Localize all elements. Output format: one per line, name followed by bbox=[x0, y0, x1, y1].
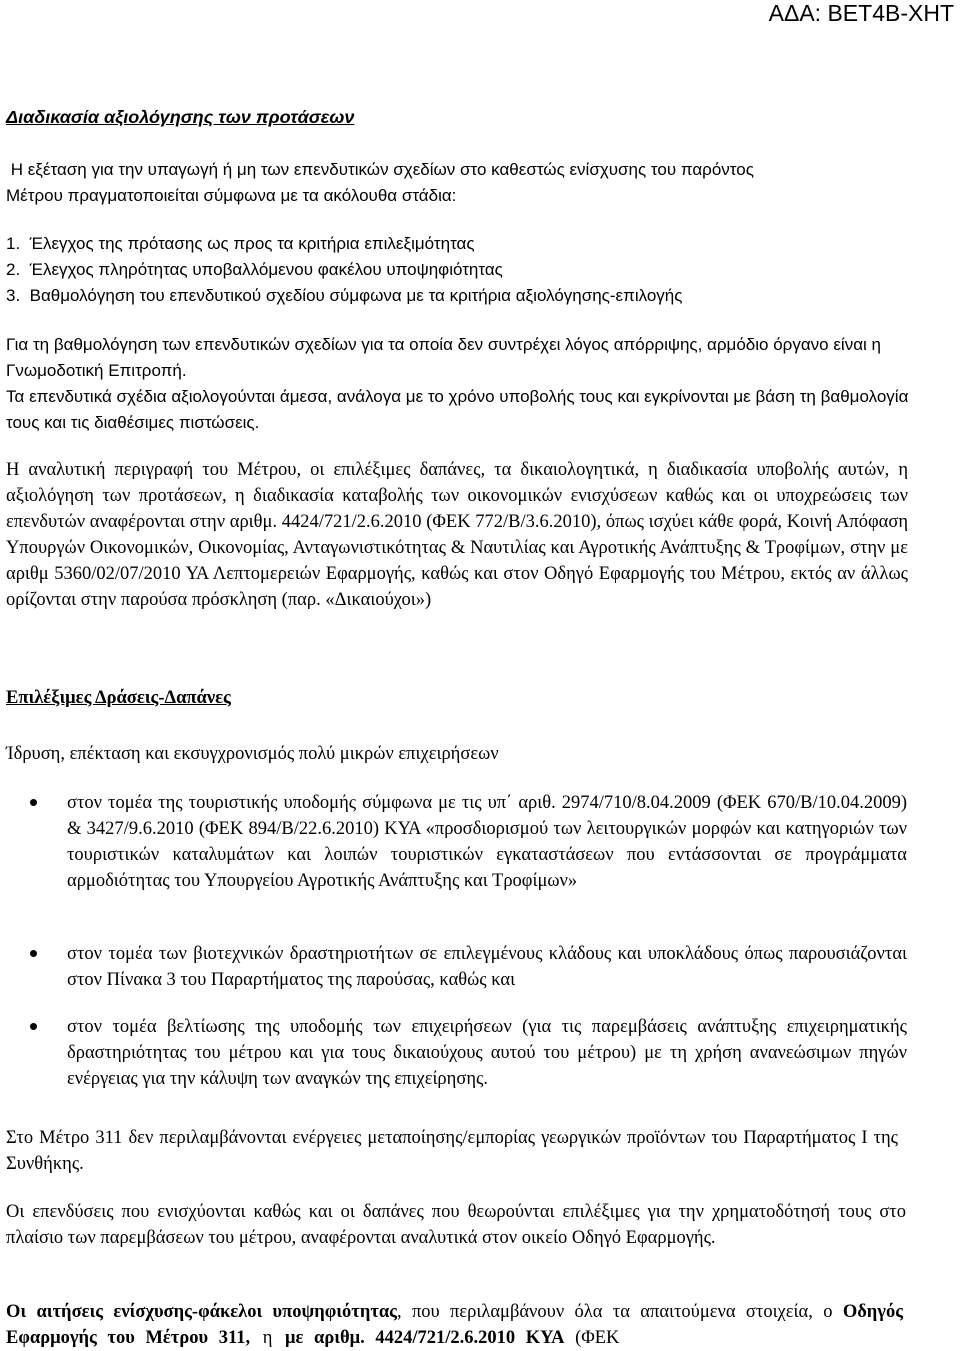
applications-bold-1: Οι αιτήσεις ενίσχυσης-φάκελοι υποψηφιότητας bbox=[6, 1302, 397, 1322]
stage-item: 3. Βαθμολόγηση του επενδυτικού σχεδίου σύμφωνα με τα κριτήρια αξιολόγησης-επιλογής bbox=[6, 286, 683, 305]
list-item-text: στον τομέα της τουριστικής υποδομής σύμφωνα με τις υπ΄ αριθ. 2974/710/8.04.2009 (ΦΕΚ 670/Β/10.04.2009) & 3427/9.6.2010 (ΦΕΚ 894/Β/22.6.2010) ΚΥΑ «προσδιορισμού των λειτουργικών μορφών και κατηγοριών των τουριστικών καταλυμάτων και λοιπών τουριστικών εγκαταστάσεων που εντάσσονται σε προγράμματα αρμοδιότητας του Υπουργείου Αγροτικής Ανάπτυξης και Τροφίμων» bbox=[67, 793, 907, 891]
measure-311-paragraph: Στο Μέτρο 311 δεν περιλαμβάνονται ενέργειες μεταποίησης/εμπορίας γεωργικών προϊόντων του Παραρτήματος Ι της Συνθήκης. bbox=[6, 1128, 898, 1174]
applications-bold-3: με αριθμ. 4424/721/2.6.2010 ΚΥΑ bbox=[285, 1328, 565, 1348]
evaluation-paragraph: Τα επενδυτικά σχέδια αξιολογούνται άμεσα, ανάλογα με το χρόνο υποβολής τους και εγκρίνονται με βάση τη βαθμολογία τους και τις διαθέσιμες πιστώσεις. bbox=[6, 387, 909, 432]
applications-text-2: ο bbox=[823, 1302, 843, 1322]
bullet-icon bbox=[30, 799, 37, 806]
eligible-actions-heading-text: Επιλέξιμες Δράσεις-Δαπάνες bbox=[6, 688, 231, 708]
bullet-icon bbox=[30, 950, 37, 957]
evaluation-heading-text: Διαδικασία αξιολόγησης των προτάσεων bbox=[6, 107, 355, 127]
ada-code: ΑΔΑ: ΒΕΤ4Β-ΧΗΤ bbox=[768, 0, 954, 26]
eligible-actions-heading bbox=[6, 685, 906, 711]
list-item-text: στον τομέα βελτίωσης της υποδομής των επιχειρήσεων (για τις παρεμβάσεις ανάπτυξης επιχειρηματικής δραστηριότητας του μέτρου και για τους δικαιούχους αυτού του μέτρου) με τη χρήση ανανεώσιμων πηγών ενέργειας για την κάλυψη των αναγκών της επιχείρησης. bbox=[67, 1017, 907, 1089]
stages-list bbox=[6, 231, 906, 309]
committee-paragraph: Για τη βαθμολόγηση των επενδυτικών σχεδίων για τα οποία δεν συντρέχει λόγος απόρριψης, αρμόδιο όργανο είναι η Γνωμοδοτική Επιτροπή. bbox=[6, 335, 881, 380]
applications-text-4: (ΦΕΚ bbox=[564, 1328, 620, 1348]
evaluation-heading bbox=[6, 104, 906, 130]
list-item bbox=[6, 790, 906, 894]
applications-text-3: η bbox=[250, 1328, 286, 1348]
applications-bold-2: Οδηγός Εφαρμογής του Μέτρου 311, bbox=[6, 1302, 904, 1348]
list-item bbox=[6, 941, 906, 993]
intro-line-1: Η εξέταση για την υπαγωγή ή μη των επενδυτικών σχεδίων στο καθεστώς ενίσχυσης του παρόντος bbox=[6, 160, 754, 179]
stage-item: 2. Έλεγχος πληρότητας υποβαλλόμενου φακέλου υποψηφιότητας bbox=[6, 260, 503, 279]
bullet-icon bbox=[30, 1023, 37, 1030]
measure-description: Η αναλυτική περιγραφή του Μέτρου, οι επιλέξιμες δαπάνες, τα δικαιολογητικά, η διαδικασία υποβολής αυτών, η αξιολόγηση των προτάσεων, η διαδικασία καταβολής των οικονομικών ενισχύσεων καθώς και οι υποχρεώσεις των επενδυτών αναφέρονται στην αριθμ. 4424/721/2.6.2010 (ΦΕΚ 772/Β/3.6.2010), όπως ισχύει κάθε φορά, Κοινή Απόφαση Υπουργών Οικονομικών, Οικονομίας, Ανταγωνιστικότητας & Ναυτιλίας και Αγροτικής Ανάπτυξης & Τροφίμων, στην με αριθμ 5360/02/07/2010 ΥΑ Λεπτομερειών Εφαρμογής, καθώς και στον Οδηγό Εφαρμογής του Μέτρου, εκτός αν άλλως ορίζονται στην παρούσα πρόσκληση (παρ. «Δικαιούχοι») bbox=[6, 460, 908, 610]
investments-paragraph: Οι επενδύσεις που ενισχύονται καθώς και οι δαπάνες που θεωρούνται επιλέξιμες για την χρηματοδότησή τους στο πλαίσιο των παρεμβάσεων του μέτρου, αναφέρονται αναλυτικά στον οικείο Οδηγό Εφαρμογής. bbox=[6, 1202, 906, 1248]
intro-paragraph bbox=[6, 157, 906, 209]
intro-line-2: Μέτρου πραγματοποιείται σύμφωνα με τα ακόλουθα στάδια: bbox=[6, 186, 457, 205]
applications-paragraph bbox=[6, 1299, 903, 1351]
applications-text-1: , που περιλαμβάνουν όλα τα απαιτούμενα στοιχεία, bbox=[396, 1302, 813, 1322]
list-item bbox=[6, 1014, 906, 1092]
list-item-text: στον τομέα των βιοτεχνικών δραστηριοτήτων σε επιλεγμένους κλάδους και υποκλάδους όπως παρουσιάζονται στον Πίνακα 3 του Παραρτήματος της παρούσας, καθώς και bbox=[67, 944, 907, 990]
eligible-subtitle: Ίδρυση, επέκταση και εκσυγχρονισμός πολύ μικρών επιχειρήσεων bbox=[6, 744, 499, 764]
stage-item: 1. Έλεγχος της πρότασης ως προς τα κριτήρια επιλεξιμότητας bbox=[6, 234, 475, 253]
